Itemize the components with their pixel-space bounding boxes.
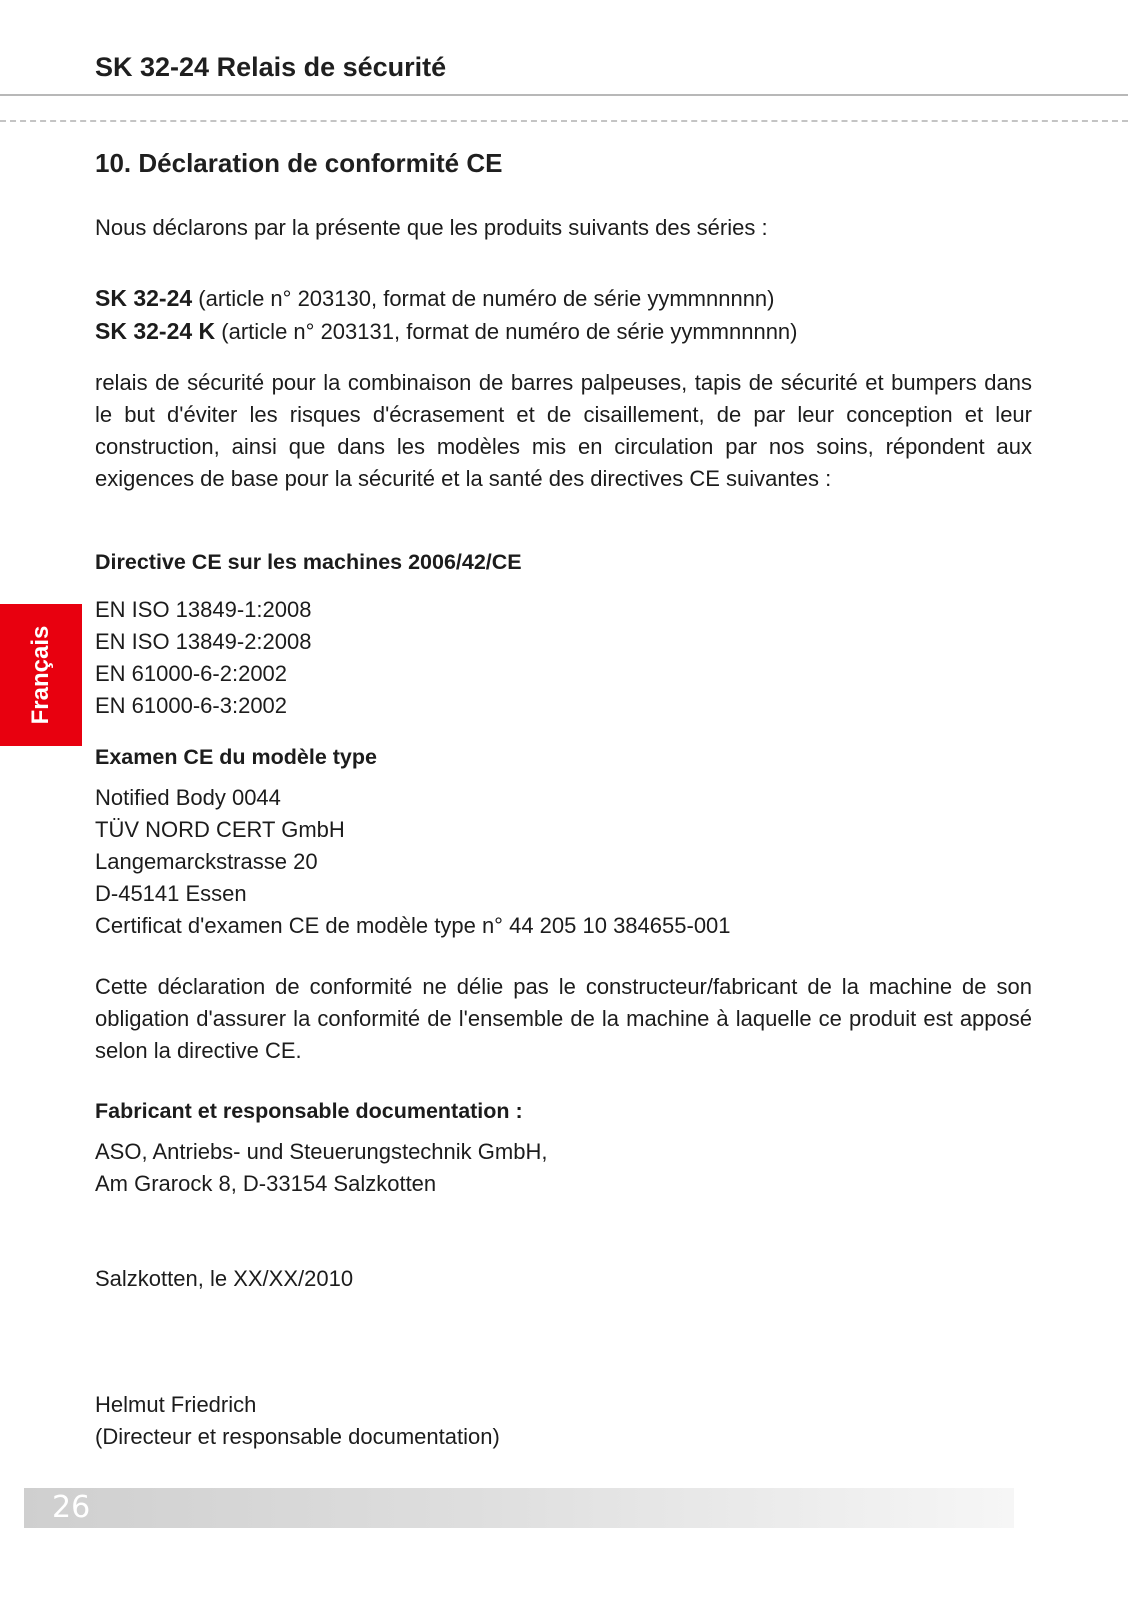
- notified-body-line: Langemarckstrasse 20: [95, 849, 318, 874]
- language-tab: [0, 604, 82, 746]
- standard-item: EN 61000-6-3:2002: [95, 693, 288, 718]
- certificate-line: Certificat d'examen CE de modèle type n° 44 205 10 384655-001: [95, 913, 731, 938]
- product-detail: (article n° 203130, format de numéro de série yymmnnnnn): [198, 286, 775, 311]
- address-line: ASO, Antriebs- und Steuerungstechnik GmbH,: [95, 1139, 548, 1164]
- signatory-block: [95, 1389, 500, 1453]
- product-list: [95, 282, 798, 348]
- intro-text: Nous déclarons par la présente que les produits suivants des séries :: [95, 215, 768, 240]
- notified-body-line: TÜV NORD CERT GmbH: [95, 817, 345, 842]
- place-date: Salzkotten, le XX/XX/2010: [95, 1266, 354, 1291]
- product-line: [95, 315, 798, 348]
- manufacturer-heading: Fabricant et responsable documentation :: [95, 1099, 523, 1123]
- product-line: [95, 282, 798, 315]
- standard-item: EN ISO 13849-2:2008: [95, 629, 312, 654]
- description-paragraph: relais de sécurité pour la combinaison de barres palpeuses, tapis de sécurité et bumpers dans le but d'éviter les risques d'écrasement et de cisaillement, de par leur conception et leur construction, ainsi que dans les modèles mis en circulation par nos soins, répondent aux exigences de base pour la sécurité et la santé des directives CE suivantes :: [95, 370, 1032, 491]
- type-exam-heading: Examen CE du modèle type: [95, 745, 377, 769]
- product-name: SK 32-24 K: [95, 318, 216, 344]
- notified-body-line: D-45141 Essen: [95, 881, 247, 906]
- signatory-role: (Directeur et responsable documentation): [95, 1424, 500, 1449]
- disclaimer-paragraph: Cette déclaration de conformité ne délie pas le constructeur/fabricant de la machine de son obligation d'assurer la conformité de l'ensemble de la machine à laquelle ce produit est apposé selon la directive CE.: [95, 974, 1032, 1063]
- dashed-divider: [0, 120, 1128, 122]
- section-heading: 10. Déclaration de conformité CE: [95, 148, 503, 178]
- footer-bar: [24, 1488, 1014, 1528]
- header-rule: [0, 94, 1128, 96]
- standard-item: EN ISO 13849-1:2008: [95, 597, 312, 622]
- language-tab-label: Français: [27, 625, 54, 725]
- address-line: Am Grarock 8, D-33154 Salzkotten: [95, 1171, 437, 1196]
- standard-item: EN 61000-6-2:2002: [95, 661, 288, 686]
- page-number: 26: [52, 1490, 91, 1525]
- notified-body-block: [95, 782, 731, 942]
- notified-body-line: Notified Body 0044: [95, 785, 281, 810]
- manufacturer-address: [95, 1136, 547, 1200]
- running-header-title: SK 32-24 Relais de sécurité: [95, 52, 447, 82]
- standards-list: [95, 594, 311, 722]
- signatory-name: Helmut Friedrich: [95, 1392, 257, 1417]
- directive-heading: Directive CE sur les machines 2006/42/CE: [95, 550, 522, 574]
- product-name: SK 32-24: [95, 285, 193, 311]
- product-detail: (article n° 203131, format de numéro de série yymmnnnnn): [221, 319, 798, 344]
